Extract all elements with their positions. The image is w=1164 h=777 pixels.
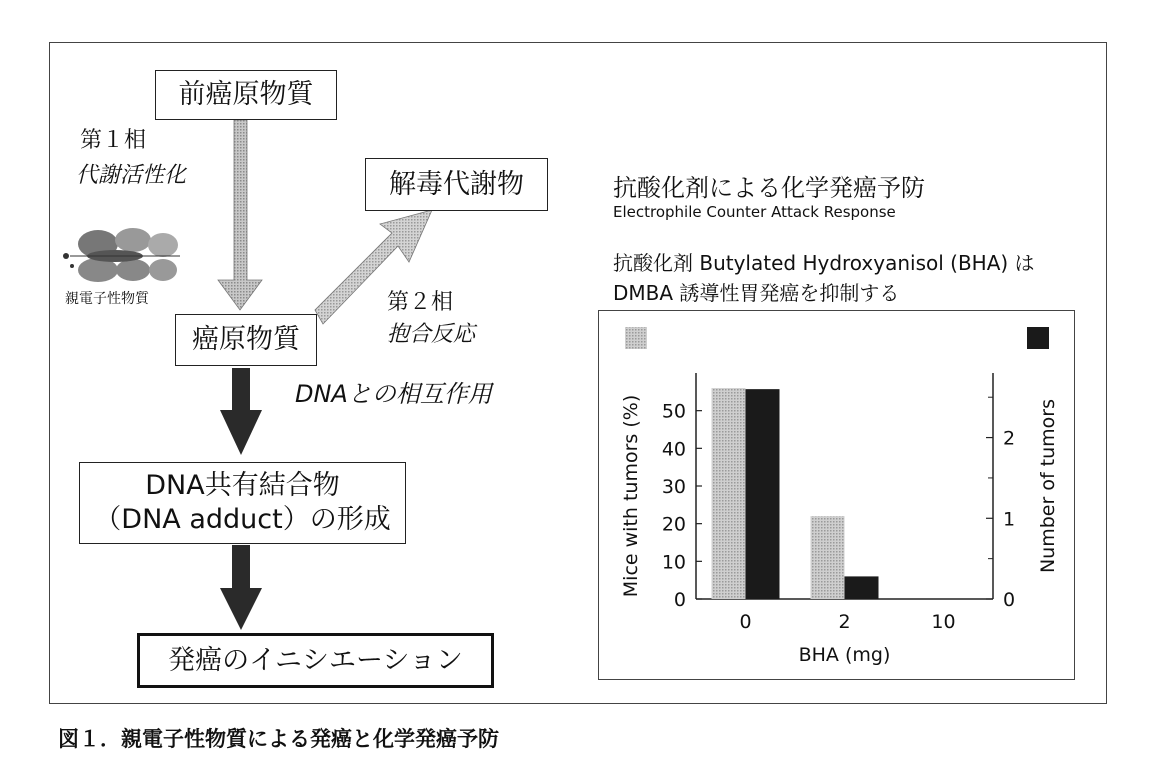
x-tick-label: 0 [739,611,752,633]
legend-swatch-number-of-tumors [1027,327,1049,349]
left-tick-label: 10 [661,551,686,574]
phase2-process-label: 抱合反応 [387,322,476,347]
phase1-arrow [218,120,262,310]
finding-line1: 抗酸化剤 Butylated Hydroxyanisol (BHA) は [613,251,1035,275]
y-right-label: Number of tumors [1037,398,1059,574]
adduct-line2: （DNA adduct）の形成 [94,504,391,535]
legend-swatch-mice-with-tumors [625,327,647,349]
left-tick-label: 50 [661,400,686,423]
bha-chart [598,310,1075,680]
bar-number-of-tumors [845,576,879,599]
right-tick-label: 2 [1003,427,1016,450]
right-tick-label: 1 [1003,508,1016,531]
left-tick-label: 0 [673,589,686,611]
figure-caption: 図１．親電子性物質による発癌と化学発癌予防 [58,727,499,751]
left-tick-label: 30 [661,476,686,498]
adduct-line1: DNA共有結合物 [145,470,340,502]
bar-mice-with-tumors [811,516,845,599]
bar-mice-with-tumors [712,388,746,599]
carcinogen-box: 癌原物質 [175,314,317,366]
procarcinogen-box: 前癌原物質 [155,70,337,120]
dna-interaction-label: DNAとの相互作用 [295,380,492,408]
phase1-label: 第１相 [80,128,147,153]
left-tick-label: 20 [661,513,686,536]
initiation-box: 発癌のイニシエーション [137,633,494,688]
panel-heading: 抗酸化剤による化学発癌予防 [613,174,925,202]
y-left-label: Mice with tumors (%) [620,394,642,598]
left-tick-label: 40 [661,438,686,461]
phase1-process-label: 代謝活性化 [76,163,187,188]
bar-number-of-tumors [746,389,780,599]
electrophile-molecule-icon [63,228,180,282]
dna-interaction-arrow [220,368,262,455]
x-axis-label: BHA (mg) [798,644,891,666]
dna-adduct-box [79,462,406,544]
right-tick-label: 0 [1003,589,1016,611]
chart-canvas [599,311,1076,681]
adduct-arrow [220,545,262,630]
panel-subheading: Electrophile Counter Attack Response [613,203,896,221]
x-tick-label: 2 [838,611,851,633]
phase2-label: 第２相 [387,290,454,315]
finding-line2: DMBA 誘導性胃発癌を抑制する [613,281,900,305]
electrophile-label: 親電子性物質 [65,291,149,307]
x-tick-label: 10 [931,611,956,633]
detox-metabolite-box: 解毒代謝物 [365,158,548,211]
